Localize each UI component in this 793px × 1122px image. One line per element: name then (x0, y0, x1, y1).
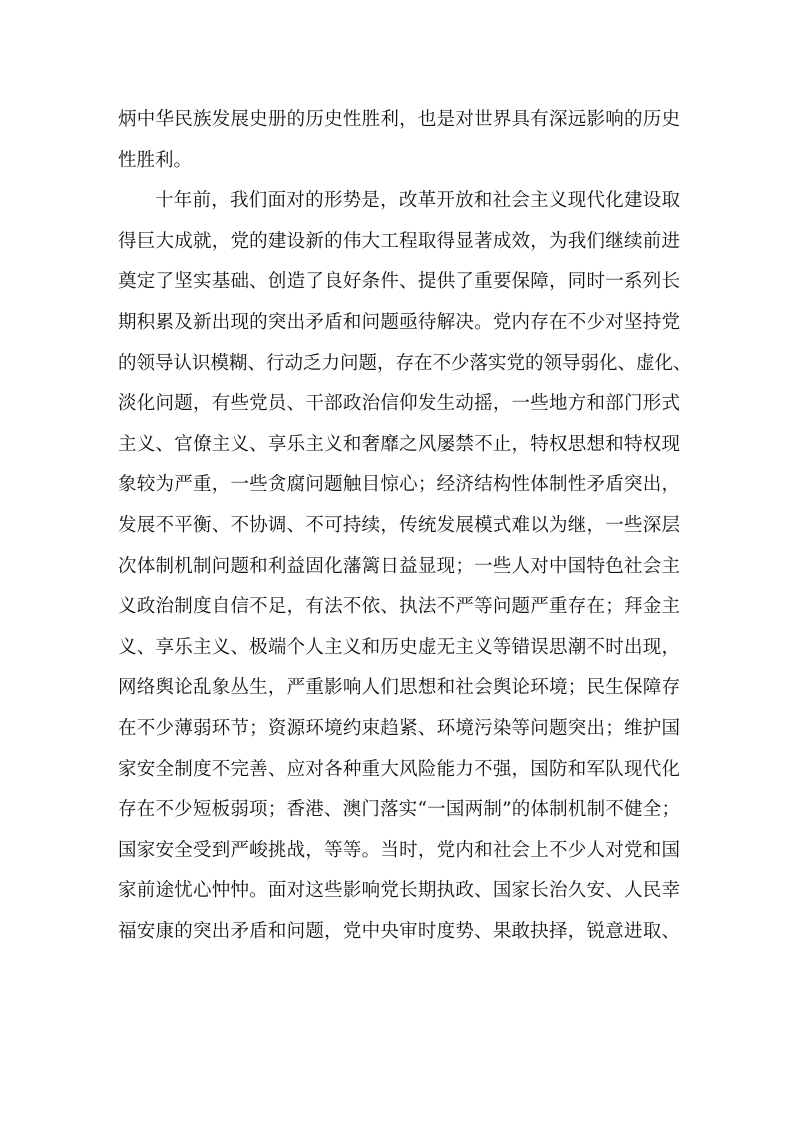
body-text (118, 100, 692, 952)
paragraph-2 (118, 181, 692, 952)
paragraph-1 (118, 100, 680, 181)
text-line: 主义、官僚主义、享乐主义和奢靡之风屡禁不止，特权思想和特权现 (118, 433, 680, 455)
text-line: 家前途忧心忡忡。面对这些影响党长期执政、国家长治久安、人民幸 (118, 880, 680, 902)
text-line: 期积累及新出现的突出矛盾和问题亟待解决。党内存在不少对坚持党 (118, 311, 680, 333)
text-line: 在不少薄弱环节；资源环境约束趋紧、环境污染等问题突出；维护国 (118, 717, 680, 739)
text-line: 发展不平衡、不协调、不可持续，传统发展模式难以为继，一些深层 (118, 514, 680, 536)
text-line: 国家安全受到严峻挑战，等等。当时，党内和社会上不少人对党和国 (118, 839, 680, 861)
text-line: 义、享乐主义、极端个人主义和历史虚无主义等错误思潮不时出现， (118, 636, 680, 658)
text-line: 象较为严重，一些贪腐问题触目惊心；经济结构性体制性矛盾突出， (118, 474, 680, 496)
text-line: 次体制机制问题和利益固化藩篱日益显现；一些人对中国特色社会主 (118, 555, 680, 577)
text-line: 网络舆论乱象丛生，严重影响人们思想和社会舆论环境；民生保障存 (118, 677, 680, 699)
text-line: 义政治制度自信不足，有法不依、执法不严等问题严重存在；拜金主 (118, 596, 680, 618)
text-line: 十年前，我们面对的形势是，改革开放和社会主义现代化建设取 (155, 190, 680, 212)
text-line: 得巨大成就，党的建设新的伟大工程取得显著成效，为我们继续前进 (118, 230, 680, 252)
text-line: 福安康的突出矛盾和问题，党中央审时度势、果敢抉择，锐意进取、 (118, 920, 680, 942)
text-line: 存在不少短板弱项；香港、澳门落实“一国两制”的体制机制不健全； (118, 799, 680, 821)
text-line: 家安全制度不完善、应对各种重大风险能力不强，国防和军队现代化 (118, 758, 680, 780)
text-line: 炳中华民族发展史册的历史性胜利，也是对世界具有深远影响的历史 (118, 109, 680, 130)
text-line: 奠定了坚实基础、创造了良好条件、提供了重要保障，同时一系列长 (118, 271, 680, 293)
text-line: 的领导认识模糊、行动乏力问题，存在不少落实党的领导弱化、虚化、 (118, 352, 692, 374)
text-line: 淡化问题，有些党员、干部政治信仰发生动摇，一些地方和部门形式 (118, 393, 680, 415)
text-line: 性胜利。 (118, 149, 193, 171)
